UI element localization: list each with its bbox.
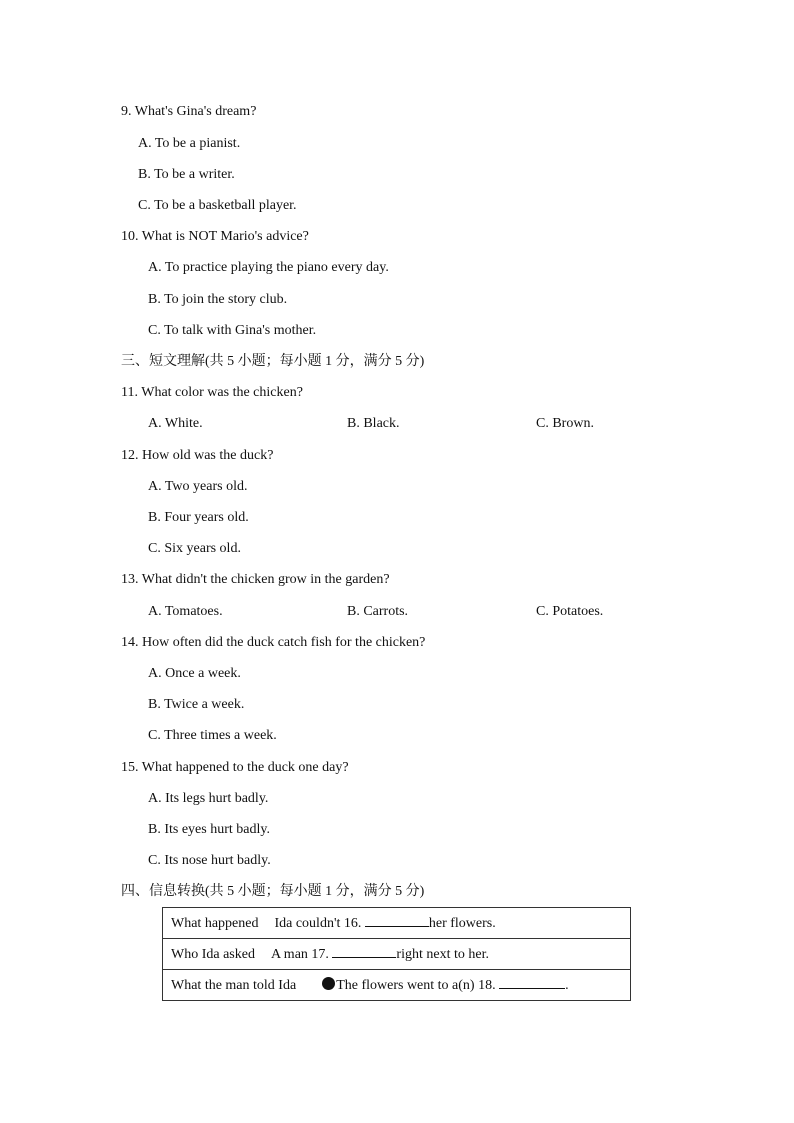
question-10-option-b: B. To join the story club. xyxy=(148,292,288,307)
question-10-stem: 10. What is NOT Mario's advice? xyxy=(121,229,309,244)
question-10-option-c: C. To talk with Gina's mother. xyxy=(148,323,317,338)
question-13-stem: 13. What didn't the chicken grow in the garden? xyxy=(121,572,390,587)
question-13-option-c: C. Potatoes. xyxy=(536,604,604,619)
info-transfer-table xyxy=(162,907,631,1001)
question-14-option-c: C. Three times a week. xyxy=(148,728,277,743)
table-cell xyxy=(163,939,631,970)
answer-blank-18[interactable] xyxy=(499,976,565,989)
question-11-option-b: B. Black. xyxy=(347,416,400,431)
question-11-option-a: A. White. xyxy=(148,416,203,431)
question-14-stem: 14. How often did the duck catch fish for the chicken? xyxy=(121,635,426,650)
question-13-option-b: B. Carrots. xyxy=(347,604,409,619)
question-11-option-c: C. Brown. xyxy=(536,416,594,431)
row-text-after: . xyxy=(565,978,569,993)
question-12-option-a: A. Two years old. xyxy=(148,479,248,494)
row-label: Who Ida asked xyxy=(171,947,255,962)
row-label: What the man told Ida xyxy=(171,978,297,993)
question-11-stem: 11. What color was the chicken? xyxy=(121,385,303,400)
question-15-option-a: A. Its legs hurt badly. xyxy=(148,791,269,806)
row-text-before: The flowers went to a(n) 18. xyxy=(336,978,500,993)
table-row xyxy=(163,970,631,1001)
table-row xyxy=(163,908,631,939)
table-cell xyxy=(163,970,631,1001)
question-9-stem: 9. What's Gina's dream? xyxy=(121,104,257,119)
section-4-heading: 四、信息转换(共 5 小题；每小题 1 分，满分 5 分) xyxy=(121,884,425,899)
row-text-after: right next to her. xyxy=(396,947,489,962)
question-15-option-b: B. Its eyes hurt badly. xyxy=(148,822,270,837)
question-14-option-a: A. Once a week. xyxy=(148,666,241,681)
row-text-before: A man 17. xyxy=(270,947,333,962)
row-text-before: Ida couldn't 16. xyxy=(274,916,365,931)
question-10-option-a: A. To practice playing the piano every day. xyxy=(148,260,389,275)
question-15-stem: 15. What happened to the duck one day? xyxy=(121,760,349,775)
answer-blank-16[interactable] xyxy=(365,914,429,927)
bullet-icon xyxy=(322,977,335,990)
question-13-option-a: A. Tomatoes. xyxy=(148,604,223,619)
row-text-after: her flowers. xyxy=(428,916,496,931)
question-9-option-a: A. To be a pianist. xyxy=(138,136,241,151)
question-14-option-b: B. Twice a week. xyxy=(148,697,245,712)
question-12-option-b: B. Four years old. xyxy=(148,510,249,525)
question-9-option-b: B. To be a writer. xyxy=(138,167,235,182)
question-12-option-c: C. Six years old. xyxy=(148,541,241,556)
section-3-heading: 三、短文理解(共 5 小题；每小题 1 分，满分 5 分) xyxy=(121,354,425,369)
question-12-stem: 12. How old was the duck? xyxy=(121,448,274,463)
row-label: What happened xyxy=(171,916,259,931)
question-15-option-c: C. Its nose hurt badly. xyxy=(148,853,271,868)
table-row xyxy=(163,939,631,970)
table-cell xyxy=(163,908,631,939)
answer-blank-17[interactable] xyxy=(332,945,396,958)
question-9-option-c: C. To be a basketball player. xyxy=(138,198,297,213)
